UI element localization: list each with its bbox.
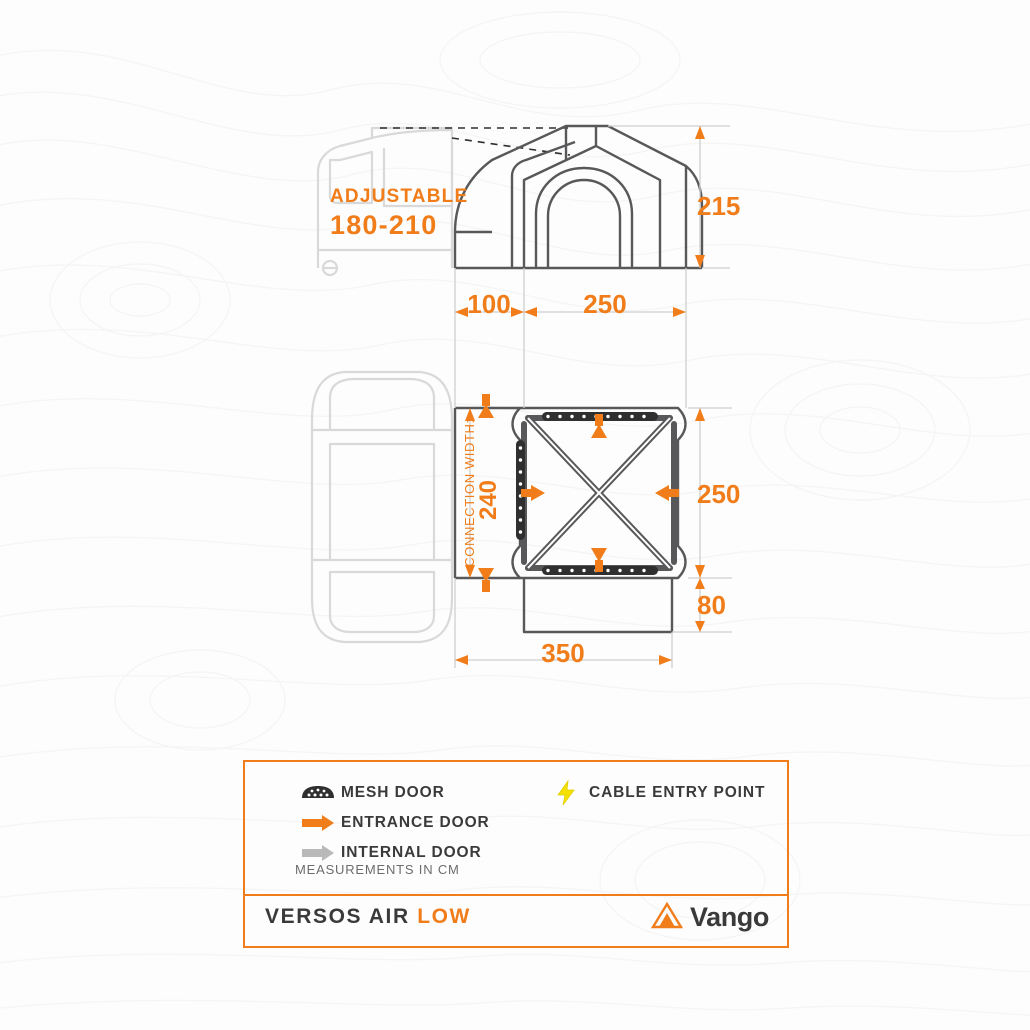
- dimension-100-label: 100: [467, 289, 511, 319]
- product-name: VERSOS AIR: [265, 905, 410, 928]
- legend-label-mesh-door: MESH DOOR: [341, 784, 445, 801]
- legend-label-internal-door: INTERNAL DOOR: [341, 844, 482, 861]
- legend-item-entrance-door: [295, 812, 490, 834]
- legend-item-internal-door: [295, 842, 482, 864]
- dimension-80-label: 80: [697, 590, 726, 620]
- brand-logo: [650, 900, 769, 935]
- internal-door-icon: [295, 842, 341, 864]
- dimension-240-label: 240: [475, 479, 502, 521]
- van-plan-ghost: [312, 372, 452, 642]
- adjustable-callout: [330, 185, 468, 243]
- adjustable-range: 180-210: [330, 209, 438, 240]
- entrance-door-icon: [295, 812, 341, 834]
- legend-label-entrance-door: ENTRANCE DOOR: [341, 814, 490, 831]
- dimension-215-label: 215: [697, 191, 741, 221]
- measurement-note: MEASUREMENTS IN CM: [295, 862, 460, 877]
- adjustable-label: ADJUSTABLE: [330, 186, 469, 207]
- dimension-250-width-label: 250: [697, 479, 741, 509]
- dimension-250-depth-label: 250: [583, 289, 627, 319]
- legend-panel: [243, 760, 789, 948]
- awning-side-outline: [455, 126, 702, 268]
- product-title: [265, 905, 471, 929]
- legend-item-mesh-door: [295, 782, 445, 804]
- dimension-350-label: 350: [541, 638, 585, 668]
- mesh-door-icon: [295, 782, 341, 804]
- cable-entry-icon: [543, 782, 589, 804]
- product-variant: LOW: [417, 905, 471, 928]
- legend-item-cable-entry: [543, 782, 765, 804]
- legend-label-cable-entry: CABLE ENTRY POINT: [589, 784, 766, 801]
- connection-width-caption: CONNECTION WIDTH:: [462, 419, 477, 567]
- brand-mark-icon: [650, 900, 684, 935]
- brand-name: Vango: [689, 902, 769, 932]
- legend-divider: [245, 894, 787, 896]
